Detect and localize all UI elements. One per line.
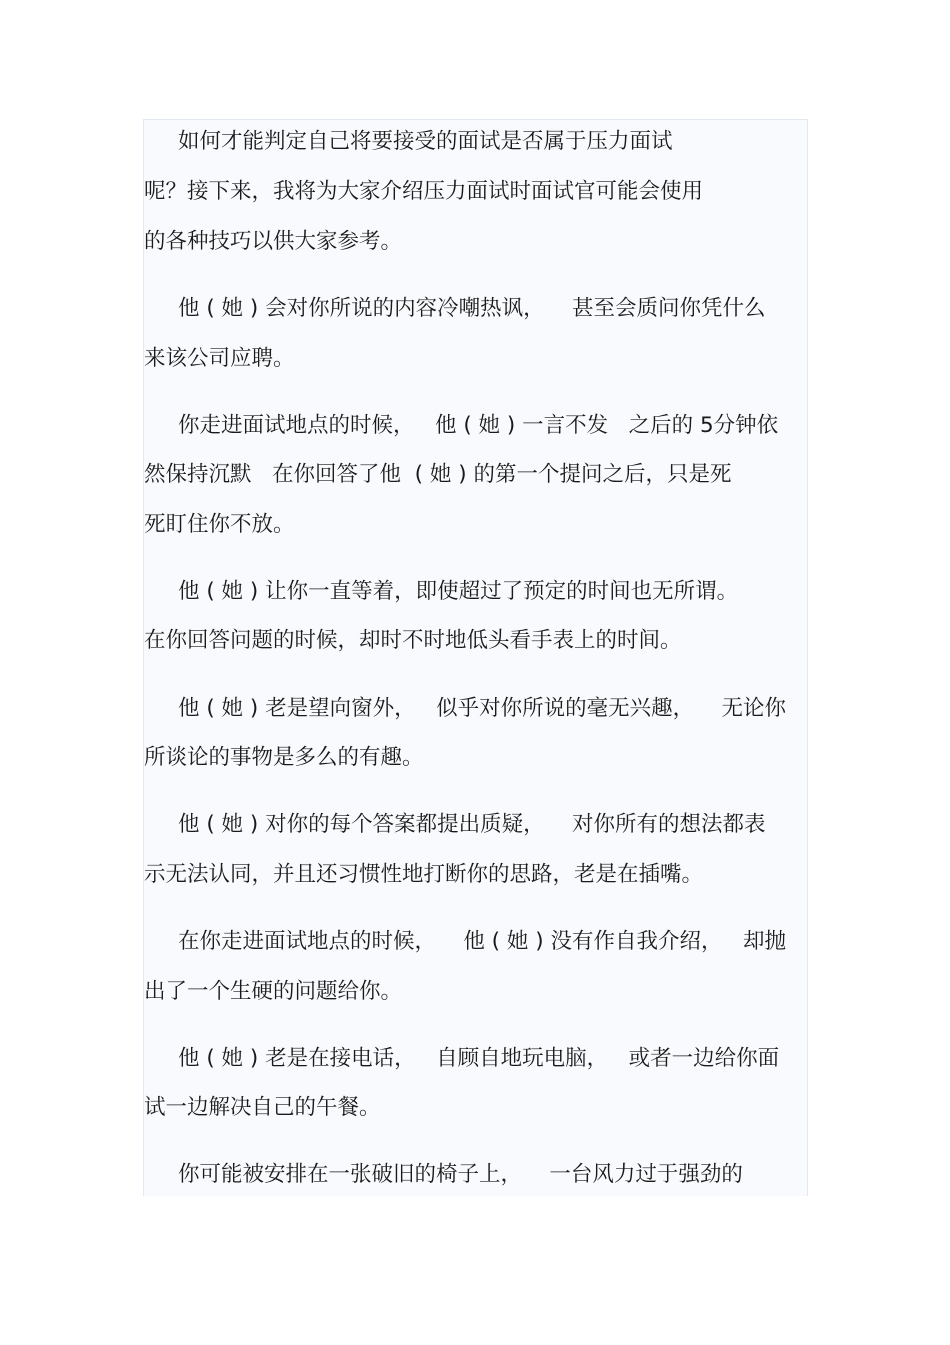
document-page xyxy=(143,119,808,1196)
paragraph-line: 出了一个生硬的问题给你。 xyxy=(144,979,403,1004)
paragraph-line: 如何才能判定自己将要接受的面试是否属于压力面试 xyxy=(178,129,673,154)
paragraph-line: 他 ( 她 ) 对你的每个答案都提出质疑， 对你所有的想法都表 xyxy=(178,812,766,837)
paragraph-line: 他 ( 她 ) 老是望向窗外， 似乎对你所说的毫无兴趣， 无论你 xyxy=(178,696,786,721)
paragraph-line: 你走进面试地点的时候， 他 ( 她 ) 一言不发 之后的 5分钟依 xyxy=(178,413,779,438)
paragraph-line: 呢？接下来，我将为大家介绍压力面试时面试官可能会使用 xyxy=(144,179,704,204)
paragraph-line: 他 ( 她 ) 让你一直等着，即使超过了预定的时间也无所谓。 xyxy=(178,579,739,604)
paragraph-line: 他 ( 她 ) 老是在接电话， 自顾自地玩电脑， 或者一边给你面 xyxy=(178,1046,780,1071)
paragraph-line: 在你走进面试地点的时候， 他 ( 她 ) 没有作自我介绍， 却抛 xyxy=(178,929,786,954)
paragraph-line: 来该公司应聘。 xyxy=(144,346,295,371)
paragraph-line: 所谈论的事物是多么的有趣。 xyxy=(144,745,424,770)
paragraph-line: 死盯住你不放。 xyxy=(144,512,295,537)
paragraph-line: 他 ( 她 ) 会对你所说的内容冷嘲热讽， 甚至会质问你凭什么 xyxy=(178,296,766,321)
paragraph-line: 的各种技巧以供大家参考。 xyxy=(144,229,403,254)
paragraph-line: 然保持沉默 在你回答了他 ( 她 ) 的第一个提问之后，只是死 xyxy=(144,462,732,487)
paragraph-line: 试一边解决自己的午餐。 xyxy=(144,1095,381,1120)
paragraph-line: 你可能被安排在一张破旧的椅子上， 一台风力过于强劲的 xyxy=(178,1162,743,1187)
paragraph-line: 示无法认同，并且还习惯性地打断你的思路，老是在插嘴。 xyxy=(144,862,704,887)
paragraph-line: 在你回答问题的时候，却时不时地低头看手表上的时间。 xyxy=(144,628,682,653)
